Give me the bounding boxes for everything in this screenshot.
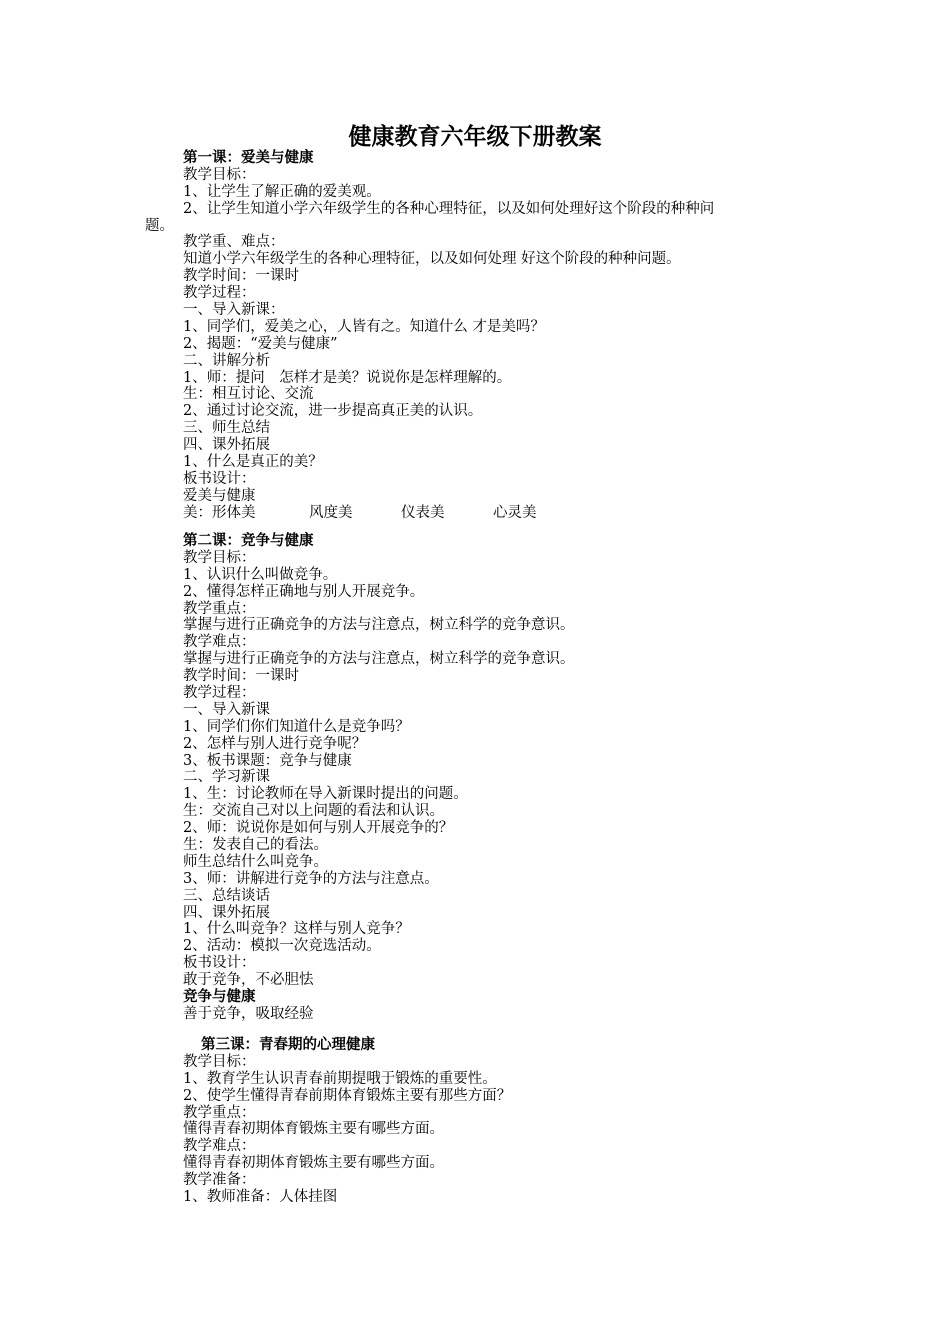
board-prefix: 美：形体美 (183, 504, 256, 521)
lesson-2-line: 2、师：说说你是如何与别人开展竞争的？ (183, 820, 454, 837)
lesson-2-line: 1、同学们你们知道什么是竞争吗？ (183, 718, 410, 735)
lesson-3-line: 教学重点： (183, 1104, 256, 1121)
document-title: 健康教育六年级下册教案 (348, 124, 602, 150)
lesson-2-line: 3、板书课题：竞争与健康 (183, 752, 352, 769)
lesson-3-line: 2、使学生懂得青春前期体育锻炼主要有那些方面？ (183, 1087, 512, 1104)
lesson-3-line: 懂得青春初期体育锻炼主要有哪些方面。 (183, 1155, 444, 1172)
board-item: 仪表美 (401, 504, 445, 521)
lesson-1-line: 1、什么是真正的美？ (183, 454, 323, 471)
lesson-1-line: 1、同学们，爱美之心，人皆有之。知道什么 才是美吗？ (183, 318, 545, 335)
board-item: 风度美 (309, 504, 353, 521)
lesson-1-line: 2、让学生知道小学六年级学生的各种心理特征，以及如何处理好这个阶段的种种问 (183, 200, 715, 217)
lesson-3-line: 1、教育学生认识青春前期提哦于锻炼的重要性。 (183, 1070, 497, 1087)
lesson-2-line: 3、师：讲解进行竞争的方法与注意点。 (183, 870, 439, 887)
lesson-3-section (183, 1037, 823, 1206)
lesson-1-line: 板书设计： (183, 470, 256, 487)
lesson-2-line: 1、生：讨论教师在导入新课时提出的问题。 (183, 786, 468, 803)
lesson-1-line: 2、通过讨论交流，进一步提高真正美的认识。 (183, 403, 483, 420)
lesson-2-line: 掌握与进行正确竞争的方法与注意点，树立科学的竞争意识。 (183, 651, 575, 668)
lesson-1-line: 教学时间：一课时 (183, 268, 299, 285)
lesson-2-line: 生：交流自己对以上问题的看法和认识。 (183, 803, 444, 820)
lesson-2-line: 1、什么叫竞争？这样与别人竞争？ (183, 921, 410, 938)
lesson-1-board-row (183, 505, 823, 522)
lesson-1-line: 1、让学生了解正确的爱美观。 (183, 183, 381, 200)
lesson-1-line: 教学重、难点： (183, 234, 285, 251)
lesson-2-line: 板书设计： (183, 955, 256, 972)
lesson-2-board-title: 竞争与健康 (183, 989, 256, 1006)
lesson-1-line: 一、导入新课： (183, 302, 285, 319)
lesson-1-line: 知道小学六年级学生的各种心理特征，以及如何处理 好这个阶段的种种问题。 (183, 251, 681, 268)
lesson-1-line: 2、揭题：“爱美与健康” (183, 335, 338, 352)
lesson-3-line: 教学准备： (183, 1172, 256, 1189)
lesson-2-line: 1、认识什么叫做竞争。 (183, 566, 338, 583)
lesson-2-line: 2、懂得怎样正确地与别人开展竞争。 (183, 583, 425, 600)
lesson-2-line: 2、怎样与别人进行竞争呢？ (183, 735, 367, 752)
lesson-2-line: 一、导入新课 (183, 701, 270, 718)
lesson-1-line: 题。 (145, 217, 174, 234)
lesson-2-heading: 第二课：竞争与健康 (183, 533, 314, 549)
lesson-1-line: 爱美与健康 (183, 487, 256, 504)
lesson-3-line: 懂得青春初期体育锻炼主要有哪些方面。 (183, 1121, 444, 1138)
lesson-1-line: 二、讲解分析 (183, 352, 270, 369)
lesson-1-section (145, 150, 823, 522)
lesson-2-line: 教学过程： (183, 685, 256, 702)
lesson-2-line: 四、课外拓展 (183, 904, 270, 921)
lesson-3-line: 教学目标： (183, 1053, 256, 1070)
lesson-2-line: 2、活动：模拟一次竞选活动。 (183, 938, 381, 955)
lesson-1-line: 四、课外拓展 (183, 437, 270, 454)
lesson-2-line: 教学目标： (183, 549, 256, 566)
lesson-1-line: 生：相互讨论、交流 (183, 386, 314, 403)
lesson-2-line: 教学难点： (183, 634, 256, 651)
lesson-2-line: 生：发表自己的看法。 (183, 837, 328, 854)
lesson-3-line: 1、教师准备：人体挂图 (183, 1189, 338, 1206)
lesson-1-line: 教学过程： (183, 285, 256, 302)
lesson-2-line: 师生总结什么叫竞争。 (183, 853, 328, 870)
lesson-2-line: 敢于竞争，不必胆怯 (183, 972, 314, 989)
lesson-1-line: 1、师：提问 怎样才是美？说说你是怎样理解的。 (183, 369, 512, 386)
lesson-2-section (183, 533, 823, 1023)
board-item: 心灵美 (493, 504, 537, 521)
lesson-2-line: 教学重点： (183, 600, 256, 617)
lesson-2-line: 三、总结谈话 (183, 887, 270, 904)
lesson-1-heading: 第一课：爱美与健康 (183, 150, 314, 166)
lesson-1-line: 教学目标： (183, 166, 256, 183)
lesson-2-line: 掌握与进行正确竞争的方法与注意点，树立科学的竞争意识。 (183, 617, 575, 634)
lesson-2-line: 善于竞争，吸取经验 (183, 1005, 314, 1022)
lesson-3-heading: 第三课：青春期的心理健康 (201, 1037, 375, 1053)
lesson-3-line: 教学难点： (183, 1138, 256, 1155)
lesson-1-line: 三、师生总结 (183, 420, 270, 437)
lesson-2-line: 二、学习新课 (183, 769, 270, 786)
lesson-2-line: 教学时间：一课时 (183, 668, 299, 685)
